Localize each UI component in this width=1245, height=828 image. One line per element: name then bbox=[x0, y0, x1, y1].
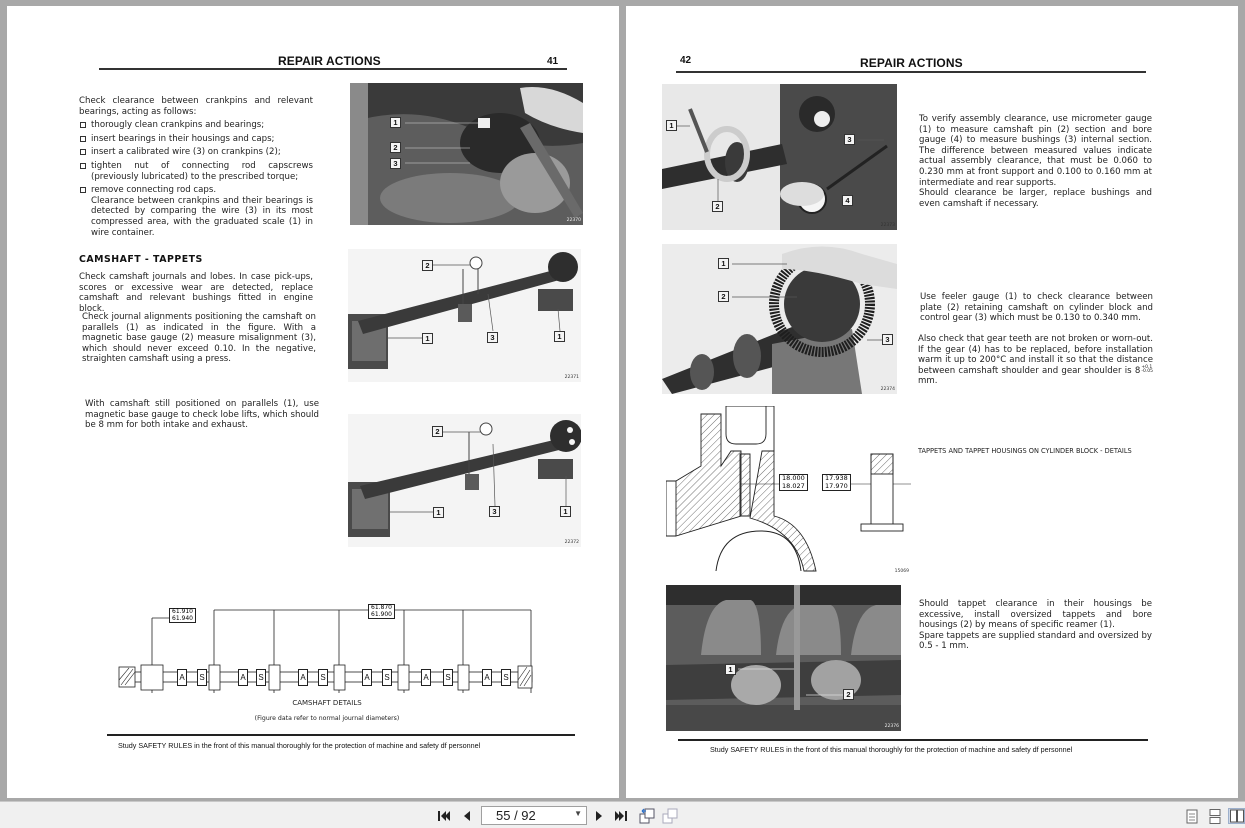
lobe-label: A bbox=[238, 669, 248, 686]
journal-dimension: 61.870 61.900 bbox=[368, 604, 395, 619]
footer-rule bbox=[107, 734, 575, 736]
figure-id: 15069 bbox=[894, 569, 909, 574]
lobe-label: A bbox=[362, 669, 372, 686]
chevron-down-icon: ▼ bbox=[574, 809, 582, 818]
lobe-label: A bbox=[482, 669, 492, 686]
clearance-note: Clearance between crankpins and their bearings is detected by comparing the wire (3) in its most compressed area, with the graduated scale (1) in wire container. bbox=[91, 195, 313, 238]
page-number: 42 bbox=[680, 55, 692, 66]
lobe-label: S bbox=[501, 669, 511, 686]
callout-3: 3 bbox=[882, 334, 893, 345]
first-page-button[interactable] bbox=[436, 808, 452, 824]
callout-3: 3 bbox=[489, 506, 500, 517]
reamer-photo bbox=[666, 585, 901, 731]
continuous-view-button[interactable] bbox=[1207, 808, 1223, 824]
figure-id: 22373 bbox=[880, 223, 895, 228]
camshaft-details-diagram bbox=[117, 598, 537, 693]
last-page-icon bbox=[614, 810, 628, 822]
callout-1: 1 bbox=[390, 117, 401, 128]
callout-1: 1 bbox=[560, 506, 571, 517]
callout-2: 2 bbox=[712, 201, 723, 212]
callout-2: 2 bbox=[390, 142, 401, 153]
callout-2: 2 bbox=[718, 291, 729, 302]
page-42 bbox=[626, 6, 1238, 798]
checkbox-bullet-icon bbox=[80, 136, 86, 142]
crankpin-photo bbox=[350, 83, 583, 225]
figure-id: 22374 bbox=[880, 387, 895, 392]
single-page-view-button[interactable] bbox=[1184, 808, 1200, 824]
camshaft-para-2: Check journal alignments positioning the camshaft on parallels (1) as indicated in the figure. With a magnetic base gauge (2) measure misalignment (3), which should never exceed 0.10. In the negative, straighten camshaft using a press. bbox=[82, 312, 316, 365]
footer-safety-note: Study SAFETY RULES in the front of this manual thoroughly for the protection of machine and safety df personnel bbox=[118, 741, 481, 750]
next-view-icon bbox=[662, 808, 678, 824]
checkbox-bullet-icon bbox=[80, 149, 86, 155]
checkbox-bullet-icon bbox=[80, 122, 86, 128]
steps-list bbox=[79, 120, 313, 238]
lobe-lift-photo bbox=[348, 414, 581, 547]
micrometer-photo bbox=[662, 84, 897, 230]
lobe-label: S bbox=[197, 669, 207, 686]
checkbox-bullet-icon bbox=[80, 187, 86, 193]
assembly-clearance-text: To verify assembly clearance, use micrometer gauge (1) to measure camshaft pin (2) section and bore gauge (4) to measure bushings (3) internal section. The difference between measured values indicate actual assembly clearance, that must be 0.060 to 0.230 mm at front support and 0.100 to 0.160 mm at intermediate and rear supports. Should clearance be larger, replace bushings and even camshaft if necessary. bbox=[919, 114, 1152, 209]
figure-id: 22372 bbox=[564, 540, 579, 545]
last-page-button[interactable] bbox=[613, 808, 629, 824]
lobe-label: A bbox=[298, 669, 308, 686]
next-page-button[interactable] bbox=[591, 808, 607, 824]
camshaft-alignment-photo bbox=[348, 249, 581, 382]
previous-page-button[interactable] bbox=[459, 808, 475, 824]
page-header-title: REPAIR ACTIONS bbox=[278, 54, 381, 68]
current-page-value: 55 / 92 bbox=[496, 808, 536, 823]
go-forward-view-button[interactable] bbox=[662, 808, 678, 824]
step-item: thorougly clean crankpins and bearings; bbox=[79, 120, 313, 131]
gear-check-text: Also check that gear teeth are not broken or worn-out. If the gear (4) has to be replaced, before installation warm it up to 200°C and install it so that the distance between camshaft shoulder and gear shoulder is 8 +0.1 -0.05 mm. bbox=[918, 334, 1153, 387]
intro-text: Check clearance between crankpins and relevant bearings, acting as follows: bbox=[79, 96, 313, 117]
callout-3: 3 bbox=[390, 158, 401, 169]
housing-dimension: 18.000 18.027 bbox=[779, 474, 808, 491]
feeler-gauge-text: Use feeler gauge (1) to check clearance between plate (2) retaining camshaft on cylinder block and control gear (3) which must be 0.130 to 0.340 mm. bbox=[920, 292, 1153, 324]
callout-3: 3 bbox=[487, 332, 498, 343]
feeler-gauge-photo bbox=[662, 244, 897, 394]
step-item: remove connecting rod caps. Clearance between crankpins and their bearings is detected by comparing the wire (3) in its most compressed area, with the graduated scale (1) in wire container. bbox=[79, 185, 313, 238]
callout-4: 4 bbox=[842, 195, 853, 206]
checkbox-bullet-icon bbox=[80, 163, 86, 169]
callout-2: 2 bbox=[843, 689, 854, 700]
page-41 bbox=[7, 6, 619, 798]
section-title: CAMSHAFT - TAPPETS bbox=[79, 254, 203, 265]
go-back-view-button[interactable] bbox=[639, 808, 655, 824]
camshaft-para-3: With camshaft still positioned on parallels (1), use magnetic base gauge to check lobe lifts, which should be 8 mm for both intake and exhaust. bbox=[85, 399, 319, 431]
next-page-icon bbox=[594, 810, 604, 822]
lobe-label: A bbox=[177, 669, 187, 686]
step-item: insert a calibrated wire (3) on crankpins (2); bbox=[79, 147, 313, 158]
callout-3: 3 bbox=[844, 134, 855, 145]
callout-2: 2 bbox=[422, 260, 433, 271]
callout-1: 1 bbox=[666, 120, 677, 131]
previous-view-icon bbox=[639, 808, 655, 824]
footer-rule bbox=[678, 739, 1148, 741]
camshaft-caption: CAMSHAFT DETAILS bbox=[292, 699, 362, 707]
step-item: insert bearings in their housings and caps; bbox=[79, 134, 313, 145]
lobe-label: S bbox=[318, 669, 328, 686]
figure-id: 22371 bbox=[564, 375, 579, 380]
callout-1: 1 bbox=[554, 331, 565, 342]
figure-id: 22370 bbox=[566, 218, 581, 223]
tappet-oversize-text: Should tappet clearance in their housings be excessive, install oversized tappets and bore housings (2) by means of specific reamer (1). Spare tappets are supplied standard and oversized by 0.5 - 1 mm. bbox=[919, 599, 1152, 652]
camshaft-para-1: Check camshaft journals and lobes. In case pick-ups, scores or excessive wear are detected, replace camshaft and relevant bushings fitted in engine block. bbox=[79, 272, 313, 314]
callout-1: 1 bbox=[422, 333, 433, 344]
first-page-icon bbox=[437, 810, 451, 822]
camshaft-subcaption: (Figure data refer to normal journal diameters) bbox=[254, 715, 400, 722]
callout-1: 1 bbox=[433, 507, 444, 518]
page-header-title: REPAIR ACTIONS bbox=[860, 56, 963, 70]
step-item: tighten nut of connecting rod capscrews (previously lubricated) to the prescribed torque; bbox=[79, 161, 313, 182]
footer-safety-note: Study SAFETY RULES in the front of this manual thoroughly for the protection of machine and safety df personnel bbox=[710, 745, 1073, 754]
previous-page-icon bbox=[462, 810, 472, 822]
continuous-pages-icon bbox=[1209, 809, 1221, 824]
callout-1: 1 bbox=[718, 258, 729, 269]
pdf-navigation-toolbar bbox=[0, 801, 1245, 828]
header-rule bbox=[676, 71, 1146, 73]
front-journal-dimension: 61.910 61.940 bbox=[169, 608, 196, 623]
facing-pages-view-button[interactable] bbox=[1228, 808, 1245, 824]
tappet-dimension: 17.938 17.970 bbox=[822, 474, 851, 491]
callout-1: 1 bbox=[725, 664, 736, 675]
callout-2: 2 bbox=[432, 426, 443, 437]
lobe-label: A bbox=[421, 669, 431, 686]
clearance-procedure bbox=[79, 96, 313, 238]
header-rule bbox=[99, 68, 567, 70]
tappet-caption: TAPPETS AND TAPPET HOUSINGS ON CYLINDER BLOCK - DETAILS bbox=[918, 447, 1132, 455]
single-page-icon bbox=[1186, 809, 1198, 824]
page-number-select[interactable] bbox=[481, 806, 587, 825]
tappet-housing-drawing bbox=[666, 406, 911, 576]
lobe-label: S bbox=[256, 669, 266, 686]
facing-pages-icon bbox=[1230, 809, 1244, 823]
lobe-label: S bbox=[443, 669, 453, 686]
lobe-label: S bbox=[382, 669, 392, 686]
page-number: 41 bbox=[547, 56, 559, 67]
figure-id: 22376 bbox=[884, 724, 899, 729]
